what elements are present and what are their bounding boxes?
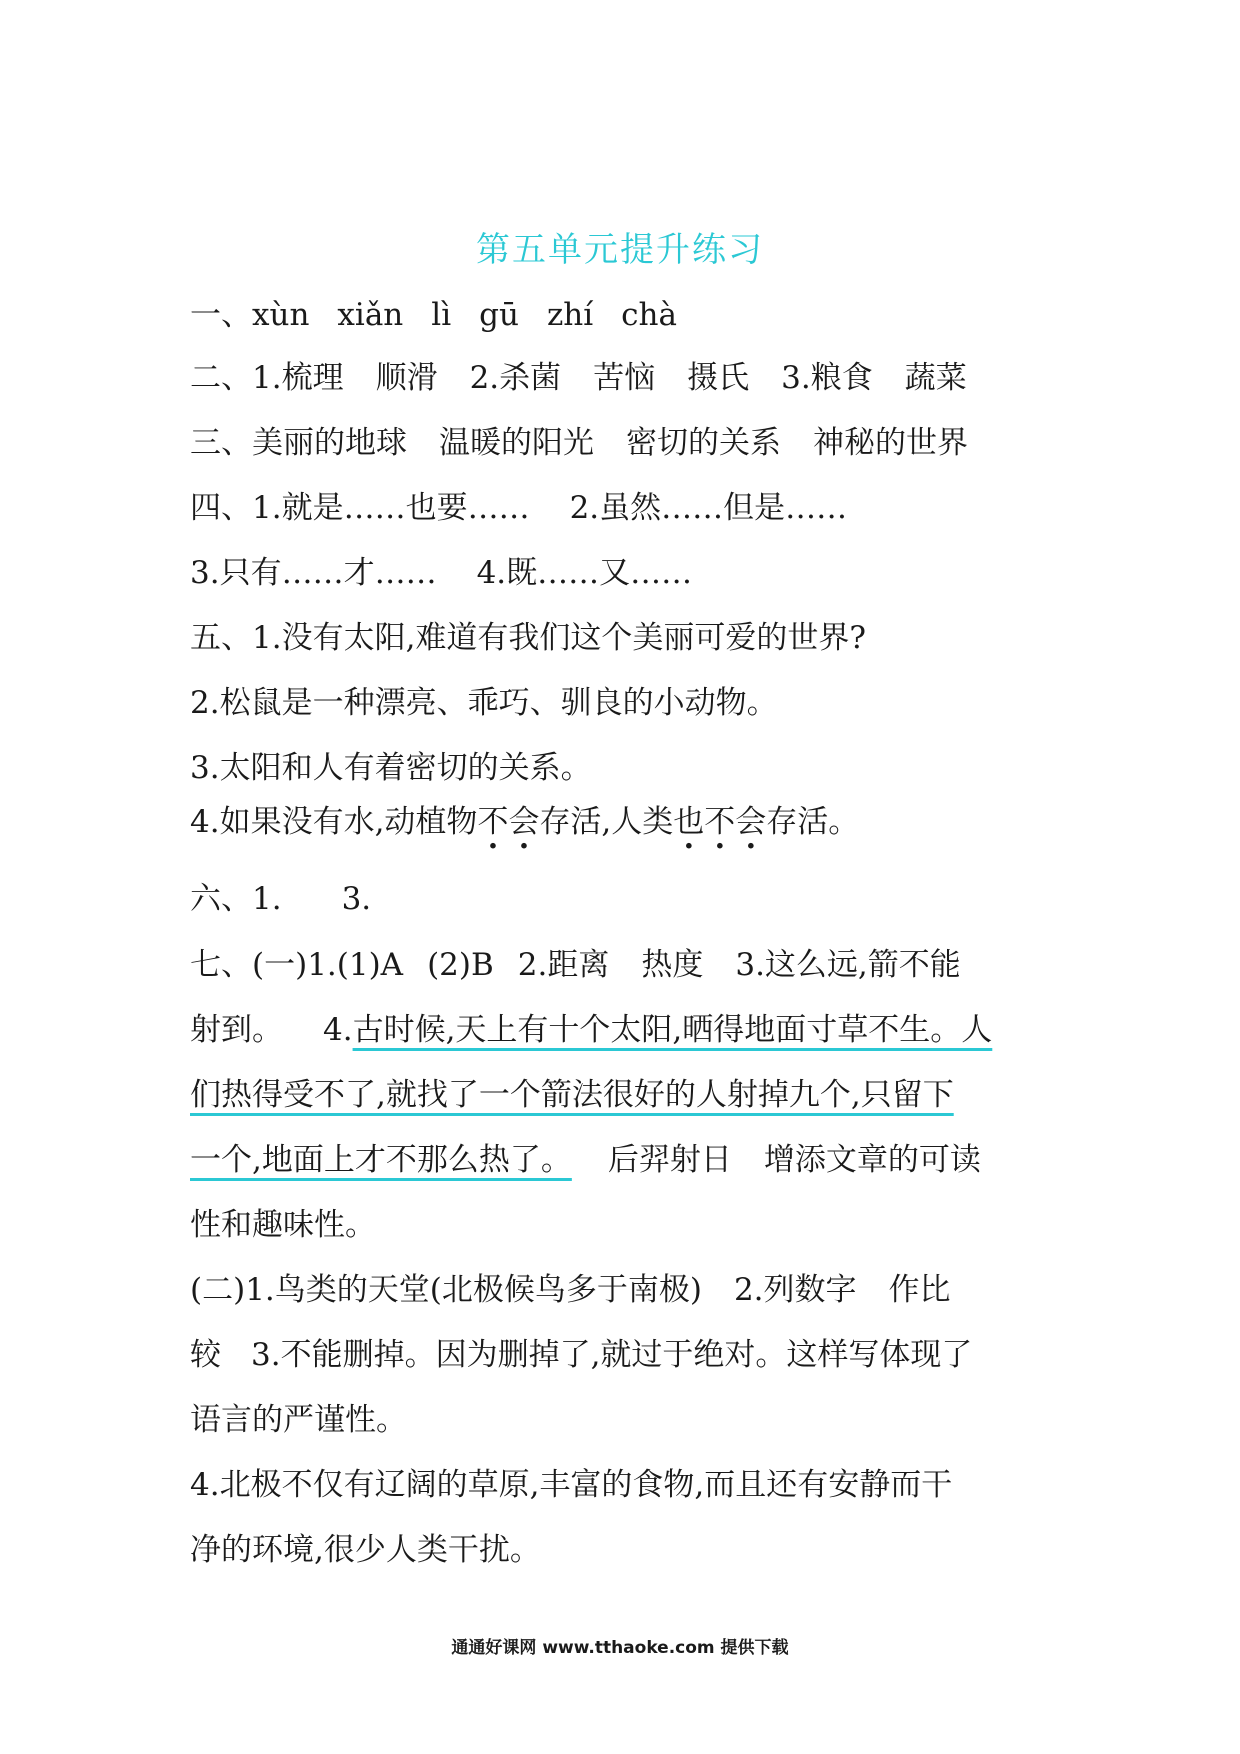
underlined-summary: 古时候,天上有十个太阳,晒得地面寸草不生。人 [352, 1012, 993, 1048]
answer-line-10 [190, 881, 372, 917]
answer-line-2 [190, 360, 967, 396]
emphasis-char: 不 [477, 804, 509, 840]
answer-text: 增添文章的可读 [763, 1142, 981, 1178]
answer-line-3 [190, 425, 968, 461]
answer-text: 4.如果没有水,动植物 [190, 804, 478, 840]
answer-line-6: 五、1.没有太阳,难道有我们这个美丽可爱的世界? [190, 620, 867, 656]
pinyin: zhí [546, 297, 594, 333]
answer-text: 七、(一)1.(1)A [190, 947, 404, 983]
answer-text: 较 [190, 1337, 221, 1373]
answer-line-15: 性和趣味性。 [190, 1207, 376, 1243]
answer-line-5 [190, 555, 693, 591]
answer-line-7: 2.松鼠是一种漂亮、乖巧、驯良的小动物。 [190, 685, 778, 721]
answer-text: 3.粮食 [781, 360, 873, 396]
answer-text: 苦恼 [593, 360, 656, 396]
pinyin: chà [621, 297, 677, 333]
emphasis-char: 也 [673, 804, 705, 840]
answer-text: 密切的关系 [626, 425, 781, 461]
answer-text: 顺滑 [375, 360, 438, 396]
section-label: 一、 [190, 297, 252, 333]
answer-text: 存活。 [766, 804, 860, 840]
answer-text: 后羿射日 [607, 1142, 732, 1178]
answer-line-19: 4.北极不仅有辽阔的草原,丰富的食物,而且还有安静而干 [190, 1467, 953, 1503]
answer-text: (二)1.鸟类的天堂(北极候鸟多于南极) [190, 1272, 702, 1308]
answer-line-13 [190, 1077, 954, 1113]
underlined-summary: 们热得受不了,就找了一个箭法很好的人射掉九个,只留下 [190, 1077, 954, 1113]
answer-line-8: 3.太阳和人有着密切的关系。 [190, 750, 592, 786]
answer-line-12 [190, 1012, 993, 1048]
answer-text: 六、1. [190, 881, 282, 917]
answer-text: 3. [341, 881, 372, 917]
answer-text: 3.只有……才…… [190, 555, 437, 591]
answer-text: 2.杀菌 [469, 360, 562, 396]
answer-line-4 [190, 490, 848, 526]
answer-text: 射到。 [190, 1012, 283, 1048]
answer-text: 三、美丽的地球 [190, 425, 407, 461]
answer-text: 4. [323, 1012, 353, 1048]
answer-text: 2.虽然……但是…… [569, 490, 848, 526]
answer-text: 作比 [888, 1272, 951, 1308]
answer-line-9 [190, 804, 860, 840]
answer-line-17 [190, 1337, 973, 1373]
answer-text: 2.距离 [517, 947, 610, 983]
answer-line-11 [190, 947, 961, 983]
underlined-summary: 一个,地面上才不那么热了。 [190, 1142, 572, 1178]
answer-text: 蔬菜 [904, 360, 967, 396]
answer-line-1 [190, 297, 705, 333]
answer-text: 2.列数字 [733, 1272, 857, 1308]
answer-text: 3.这么远,箭不能 [735, 947, 961, 983]
emphasis-char: 会 [508, 804, 540, 840]
answer-text: 神秘的世界 [813, 425, 968, 461]
answer-line-20: 净的环境,很少人类干扰。 [190, 1532, 541, 1568]
answer-line-16 [190, 1272, 951, 1308]
pinyin: gū [479, 297, 519, 333]
answer-text: 温暖的阳光 [439, 425, 594, 461]
answer-line-18: 语言的严谨性。 [190, 1402, 407, 1438]
answer-text: (2)B [427, 947, 494, 983]
answer-line-14 [190, 1142, 981, 1178]
answer-text: 摄氏 [687, 360, 750, 396]
answer-text: 4.既……又…… [476, 555, 693, 591]
emphasis-char: 不 [704, 804, 736, 840]
page-title: 第五单元提升练习 [476, 230, 764, 270]
pinyin: xùn [252, 297, 310, 333]
answer-text: 四、1.就是……也要…… [190, 490, 530, 526]
answer-text: 3.不能删掉。因为删掉了,就过于绝对。这样写体现了 [251, 1337, 973, 1373]
emphasis-char: 会 [735, 804, 767, 840]
answer-text: 二、1.梳理 [190, 360, 344, 396]
answer-text: 存活,人类 [539, 804, 674, 840]
answer-text: 热度 [641, 947, 704, 983]
pinyin: lì [431, 297, 452, 333]
footer-credit: 通通好课网 www.tthaoke.com 提供下载 [451, 1638, 789, 1658]
pinyin: xiǎn [337, 297, 404, 333]
